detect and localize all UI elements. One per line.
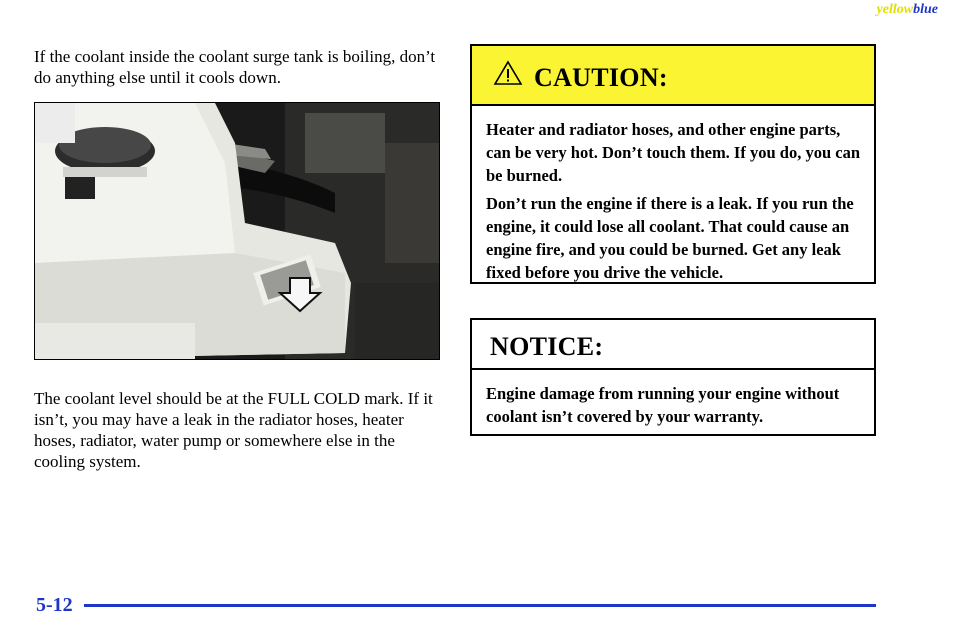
warning-triangle-icon: [493, 60, 523, 86]
color-tag: [877, 2, 938, 18]
caution-paragraph: Don’t run the engine if there is a leak. If you run the engine, it could lose all coolant. That could cause an engine fire, and you could be burned. Get any leak fixed before you drive the vehicle.: [486, 194, 854, 282]
page-number: 5-12: [36, 594, 73, 616]
notice-header: [472, 320, 874, 370]
color-tag-blue: blue: [913, 2, 938, 17]
coolant-level-paragraph: The coolant level should be at the FULL COLD mark. If it isn’t, you may have a leak in the radiator hoses, heater hoses, radiator, water pump or somewhere else in the cooling system.: [34, 389, 433, 471]
coolant-surge-tank-photo: [34, 102, 440, 360]
notice-title: NOTICE:: [490, 332, 604, 361]
caution-header: [472, 46, 874, 106]
caution-paragraph: Heater and radiator hoses, and other engine parts, can be very hot. Don’t touch them. If you do, you can be burned.: [486, 120, 861, 185]
color-tag-yellow: yellow: [876, 2, 914, 17]
engine-bay-illustration: [35, 103, 439, 359]
notice-box: [470, 318, 876, 436]
intro-paragraph: If the coolant inside the coolant surge tank is boiling, don’t do anything else until it cools down.: [34, 47, 436, 87]
notice-body: [472, 370, 874, 428]
footer-rule: [84, 604, 876, 607]
caution-box: [470, 44, 876, 284]
notice-text: Engine damage from running your engine without coolant isn’t covered by your warranty.: [486, 384, 840, 426]
caution-body: [472, 106, 874, 284]
caution-title: CAUTION:: [534, 63, 668, 92]
